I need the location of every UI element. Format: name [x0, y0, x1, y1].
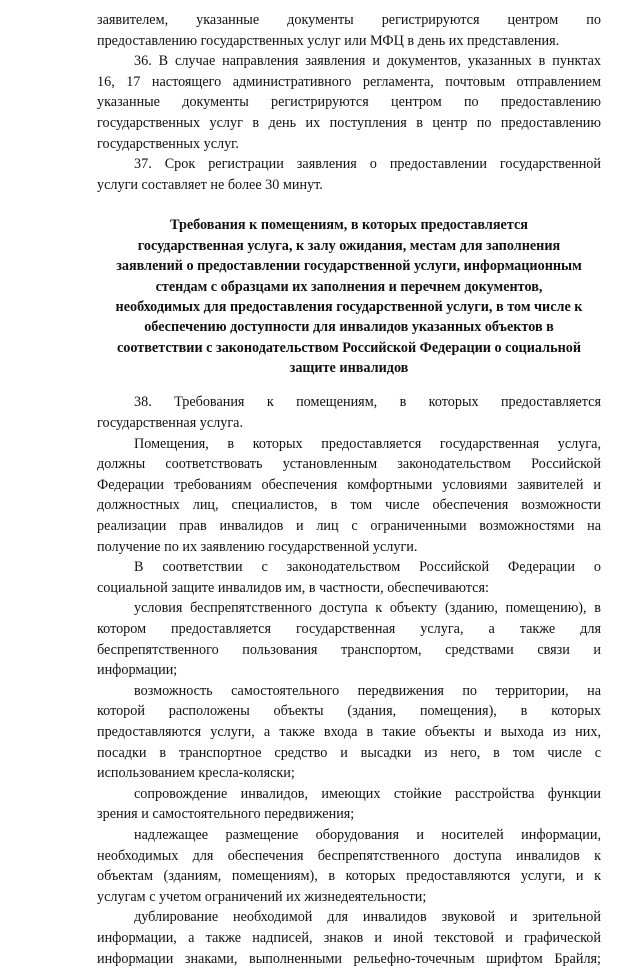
text-line: возможность самостоятельного передвижения по территории, на: [97, 681, 601, 702]
text-line: условия беспрепятственного доступа к объекту (зданию, помещению), в: [97, 598, 601, 619]
text-line: услуги составляет не более 30 минут.: [97, 175, 601, 196]
paragraph-36: [97, 51, 601, 154]
text-line: дублирование необходимой для инвалидов звуковой и зрительной: [97, 907, 601, 928]
heading-line: стендам с образцами их заполнения и перечнем документов,: [97, 277, 601, 297]
text-line: 37. Срок регистрации заявления о предоставлении государственной: [97, 154, 601, 175]
heading-line: необходимых для предоставления государственной услуги, в том числе к: [97, 297, 601, 317]
text-line: Помещения, в которых предоставляется государственная услуга,: [97, 434, 601, 455]
paragraph-movement: [97, 681, 601, 784]
text-line: Федерации требованиям обеспечения комфортными условиями заявителей и: [97, 475, 601, 496]
text-line: указанные документы регистрируются центром по предоставлению: [97, 92, 601, 113]
text-line: В соответствии с законодательством Российской Федерации о: [97, 557, 601, 578]
text-line: 36. В случае направления заявления и документов, указанных в пунктах: [97, 51, 601, 72]
heading-line: Требования к помещениям, в которых предоставляется: [97, 215, 601, 235]
text-line: 16, 17 настоящего административного регламента, почтовым отправлением: [97, 72, 601, 93]
text-line: зрения и самостоятельного передвижения;: [97, 804, 601, 825]
text-line: объектам (зданиям, помещениям), в которых предоставляются услуги, и к: [97, 866, 601, 887]
paragraph-access-conditions: [97, 598, 601, 680]
text-line: информации знаками, выполненными рельефно-точечным шрифтом Брайля;: [97, 949, 601, 969]
text-line: посадки в транспортное средство и высадки из него, в том числе с: [97, 743, 601, 764]
paragraph-escort: [97, 784, 601, 825]
heading-line: обеспечению доступности для инвалидов указанных объектов в: [97, 317, 601, 337]
text-line: котором предоставляется государственная услуга, а также для: [97, 619, 601, 640]
heading-line: защите инвалидов: [97, 358, 601, 378]
text-line: беспрепятственного пользования транспортом, средствами связи и: [97, 640, 601, 661]
text-line: предоставляются услуги, а также входа в такие объекты и выхода из них,: [97, 722, 601, 743]
paragraph-legislation: [97, 557, 601, 598]
paragraph-37: [97, 154, 601, 195]
text-line: должностных лиц, специалистов, в том числе обеспечения возможности: [97, 495, 601, 516]
paragraph-38: [97, 392, 601, 433]
text-line: государственных услуг в день их поступления в центр по предоставлению: [97, 113, 601, 134]
text-line: сопровождение инвалидов, имеющих стойкие расстройства функции: [97, 784, 601, 805]
text-line: использованием кресла-коляски;: [97, 763, 601, 784]
text-line: информации, а также надписей, знаков и иной текстовой и графической: [97, 928, 601, 949]
text-line: заявителем, указанные документы регистрируются центром по: [97, 10, 601, 31]
text-line: должны соответствовать установленным законодательством Российской: [97, 454, 601, 475]
text-line: надлежащее размещение оборудования и носителей информации,: [97, 825, 601, 846]
text-line: реализации прав инвалидов и лиц с ограниченными возможностями на: [97, 516, 601, 537]
text-line: 38. Требования к помещениям, в которых предоставляется: [97, 392, 601, 413]
text-line: получение по их заявлению государственной услуги.: [97, 537, 601, 558]
text-line: которой расположены объекты (здания, помещения), в которых: [97, 701, 601, 722]
document-page: [97, 10, 601, 969]
text-line: необходимых для обеспечения беспрепятственного доступа инвалидов к: [97, 846, 601, 867]
heading-line: заявлений о предоставлении государственной услуги, информационным: [97, 256, 601, 276]
text-line: предоставлению государственных услуг или МФЦ в день их представления.: [97, 31, 601, 52]
text-line: социальной защите инвалидов им, в частности, обеспечиваются:: [97, 578, 601, 599]
paragraph-premises: [97, 434, 601, 558]
text-line: информации;: [97, 660, 601, 681]
paragraph-duplication: [97, 907, 601, 969]
paragraph-equipment: [97, 825, 601, 907]
text-line: государственная услуга.: [97, 413, 601, 434]
heading-line: государственная услуга, к залу ожидания, местам для заполнения: [97, 236, 601, 256]
text-line: услугам с учетом ограничений их жизнедеятельности;: [97, 887, 601, 908]
paragraph-continuation-35: [97, 10, 601, 51]
text-line: государственных услуг.: [97, 134, 601, 155]
heading-line: соответствии с законодательством Российской Федерации о социальной: [97, 338, 601, 358]
section-heading: [97, 215, 601, 378]
